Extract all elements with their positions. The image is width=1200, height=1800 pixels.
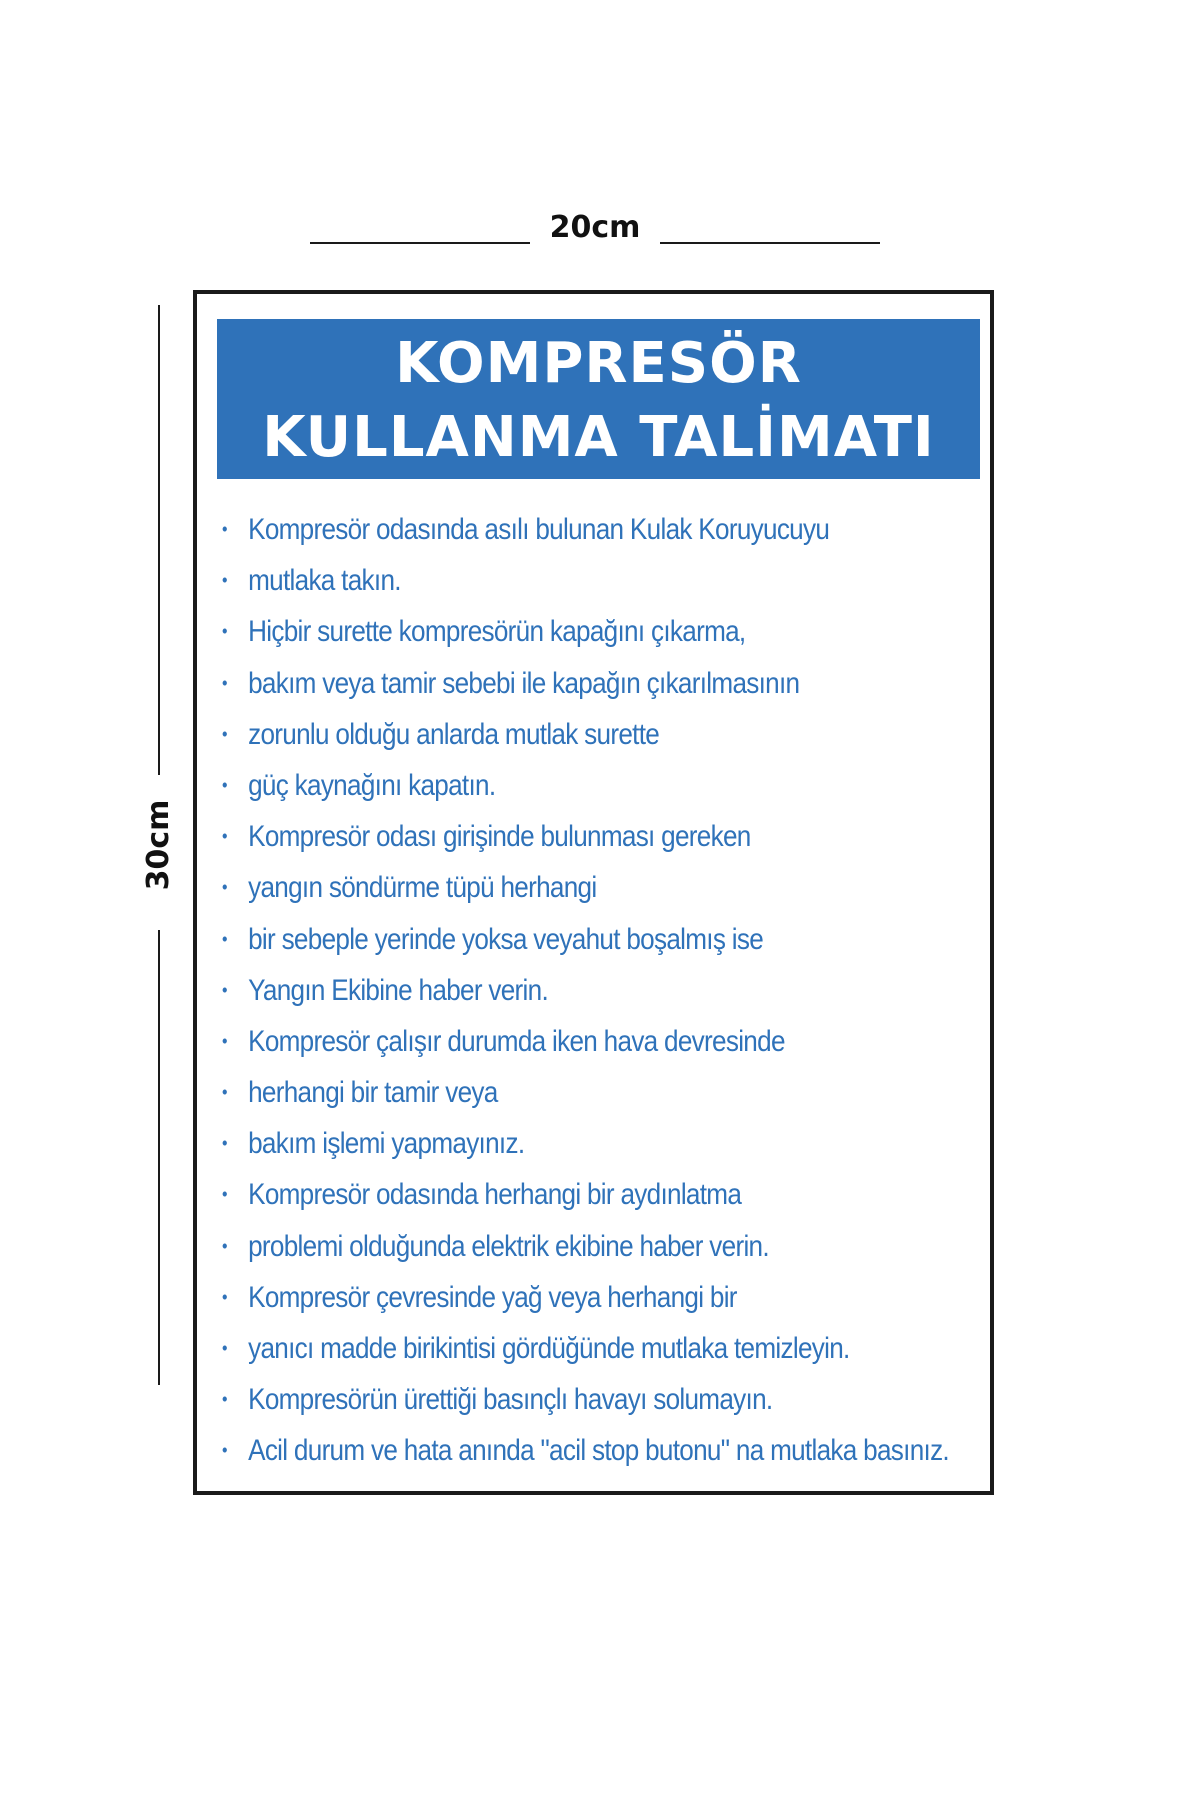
bullet-icon: • xyxy=(222,1030,227,1051)
instruction-item xyxy=(222,1374,883,1425)
instruction-item-text: problemi olduğunda elektrik ekibine haber verin. xyxy=(248,1229,769,1263)
width-dimension xyxy=(310,210,880,250)
instruction-item xyxy=(222,1118,883,1169)
instruction-item xyxy=(222,811,883,862)
instruction-item xyxy=(222,606,883,657)
instruction-list xyxy=(222,504,982,1477)
instruction-item xyxy=(222,1272,883,1323)
instruction-item xyxy=(222,1323,883,1374)
sign-title-line-2: KULLANMA TALİMATI xyxy=(262,405,935,470)
instruction-item xyxy=(222,760,883,811)
bullet-icon: • xyxy=(222,1133,227,1154)
bullet-icon: • xyxy=(222,877,227,898)
instruction-item xyxy=(222,555,883,606)
instruction-item xyxy=(222,862,883,913)
bullet-icon: • xyxy=(222,519,227,539)
instruction-item-text: Kompresör odasında herhangi bir aydınlatma xyxy=(248,1178,742,1212)
bullet-icon: • xyxy=(222,1440,227,1461)
bullet-icon: • xyxy=(222,1184,227,1205)
instruction-item-text: Kompresör çalışır durumda iken hava devresinde xyxy=(248,1024,785,1058)
instruction-item-text: güç kaynağını kapatın. xyxy=(248,768,496,802)
height-dimension-line-bottom xyxy=(158,930,160,1385)
width-dimension-label: 20cm xyxy=(549,210,641,245)
bullet-icon: • xyxy=(222,979,227,1000)
instruction-item-text: Kompresör odasında asılı bulunan Kulak Koruyucuyu xyxy=(248,513,830,546)
width-dimension-line-right xyxy=(660,242,880,244)
sign-title-banner xyxy=(217,319,980,479)
height-dimension-line-top xyxy=(158,305,160,775)
bullet-icon: • xyxy=(222,928,227,949)
instruction-item-text: Acil durum ve hata anında "acil stop butonu" na mutlaka basınız. xyxy=(248,1434,949,1468)
instruction-item-text: mutlaka takın. xyxy=(248,564,401,598)
instruction-item xyxy=(222,1221,883,1272)
instruction-item-text: Kompresör çevresinde yağ veya herhangi bir xyxy=(248,1280,737,1314)
instruction-item-text: Kompresör odası girişinde bulunması gereken xyxy=(248,820,751,854)
bullet-icon: • xyxy=(222,1338,227,1358)
bullet-icon: • xyxy=(222,1286,227,1307)
instruction-item xyxy=(222,914,883,965)
instruction-item-text: bir sebeple yerinde yoksa veyahut boşalmış ise xyxy=(248,922,764,956)
instruction-item xyxy=(222,1169,883,1220)
instruction-sign xyxy=(193,290,994,1495)
instruction-item-text: bakım veya tamir sebebi ile kapağın çıkarılmasının xyxy=(248,666,800,700)
instruction-item xyxy=(222,965,883,1016)
instruction-item xyxy=(222,1067,883,1118)
bullet-icon: • xyxy=(222,1082,227,1103)
bullet-icon: • xyxy=(222,1389,227,1410)
instruction-item xyxy=(222,1425,949,1476)
instruction-item xyxy=(222,1016,883,1067)
bullet-icon: • xyxy=(222,1235,227,1256)
instruction-item-text: yangın söndürme tüpü herhangi xyxy=(248,871,597,905)
bullet-icon: • xyxy=(222,570,227,591)
height-dimension-label: 30cm xyxy=(141,799,176,891)
instruction-item-text: Kompresörün ürettiği basınçlı havayı solumayın. xyxy=(248,1383,773,1417)
bullet-icon: • xyxy=(222,774,227,795)
height-dimension xyxy=(128,305,176,1385)
instruction-item xyxy=(222,504,883,555)
instruction-item xyxy=(222,709,883,760)
bullet-icon: • xyxy=(222,672,227,693)
bullet-icon: • xyxy=(222,826,227,847)
instruction-item-text: yanıcı madde birikintisi gördüğünde mutlaka temizleyin. xyxy=(248,1332,850,1365)
instruction-item-text: Hiçbir surette kompresörün kapağını çıkarma, xyxy=(248,615,746,649)
instruction-item-text: Yangın Ekibine haber verin. xyxy=(248,973,549,1007)
bullet-icon: • xyxy=(222,621,227,642)
instruction-item-text: zorunlu olduğu anlarda mutlak surette xyxy=(248,717,660,751)
instruction-item-text: bakım işlemi yapmayınız. xyxy=(248,1127,525,1161)
sign-title-line-1: KOMPRESÖR xyxy=(395,331,802,396)
instruction-item xyxy=(222,658,883,709)
instruction-item-text: herhangi bir tamir veya xyxy=(248,1076,498,1110)
bullet-icon: • xyxy=(222,723,227,744)
